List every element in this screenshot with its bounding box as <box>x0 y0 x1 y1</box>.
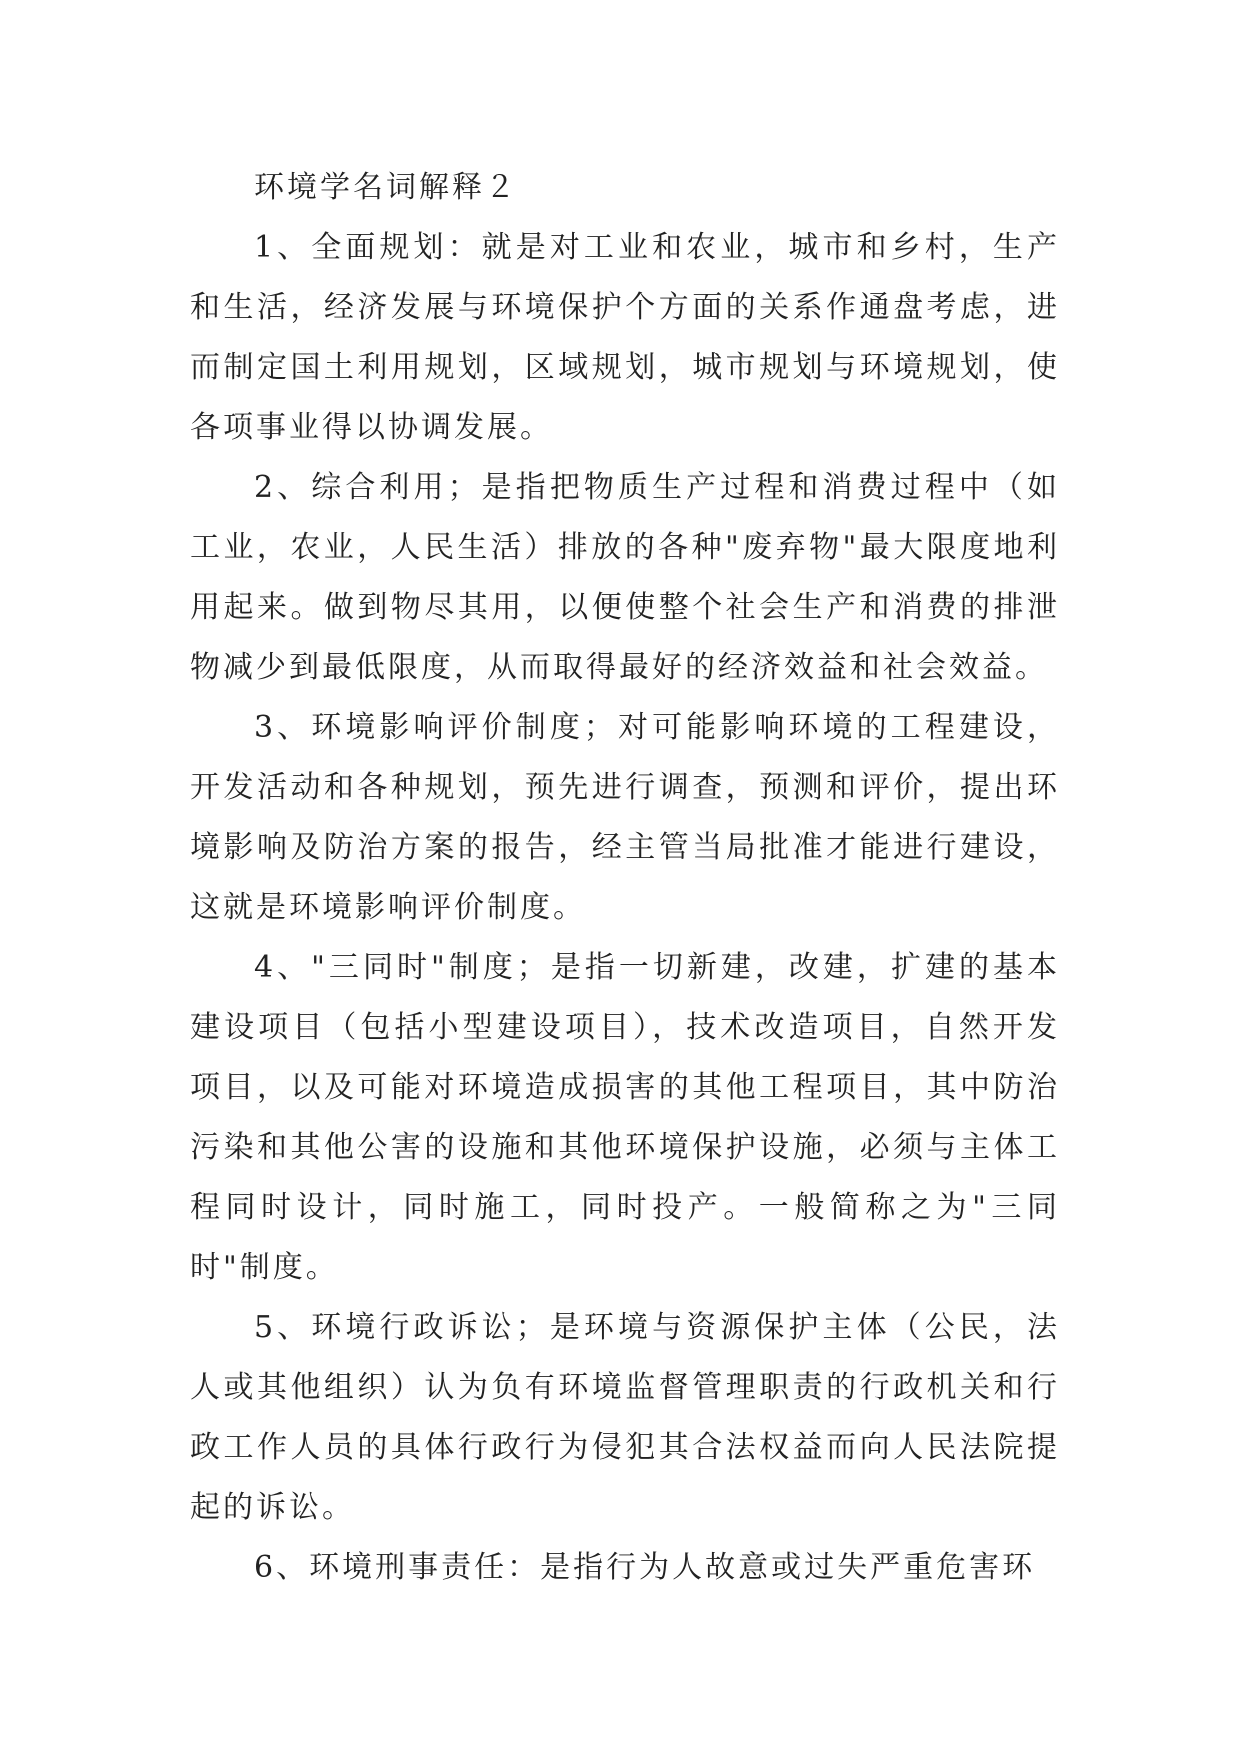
paragraph-2: 2、综合利用；是指把物质生产过程和消费过程中（如工业，农业，人民生活）排放的各种"废弃物"最大限度地利用起来。做到物尽其用，以便使整个社会生产和消费的排泄物减少到最低限度，从而取得最好的经济效益和社会效益。 <box>190 470 1060 685</box>
document-title: 环境学名词解释２ <box>254 170 518 205</box>
paragraph-3: 3、环境影响评价制度；对可能影响环境的工程建设，开发活动和各种规划，预先进行调查，预测和评价，提出环境影响及防治方案的报告，经主管当局批准才能进行建设，这就是环境影响评价制度。 <box>190 710 1060 925</box>
paragraph-6: 6、环境刑事责任：是指行为人故意或过失严重危害环 <box>254 1550 1036 1585</box>
paragraph-1: 1、全面规划：就是对工业和农业，城市和乡村，生产和生活，经济发展与环境保护个方面的关系作通盘考虑，进而制定国土利用规划，区域规划，城市规划与环境规划，使各项事业得以协调发展。 <box>190 230 1060 445</box>
paragraph-5: 5、环境行政诉讼；是环境与资源保护主体（公民，法人或其他组织）认为负有环境监督管理职责的行政机关和行政工作人员的具体行政行为侵犯其合法权益而向人民法院提起的诉讼。 <box>190 1310 1060 1525</box>
paragraph-4: 4、"三同时"制度；是指一切新建，改建，扩建的基本建设项目（包括小型建设项目），技术改造项目，自然开发项目，以及可能对环境造成损害的其他工程项目，其中防治污染和其他公害的设施和其他环境保护设施，必须与主体工程同时设计，同时施工，同时投产。一般简称之为"三同时"制度。 <box>190 950 1060 1285</box>
document-body <box>190 158 1060 1598</box>
